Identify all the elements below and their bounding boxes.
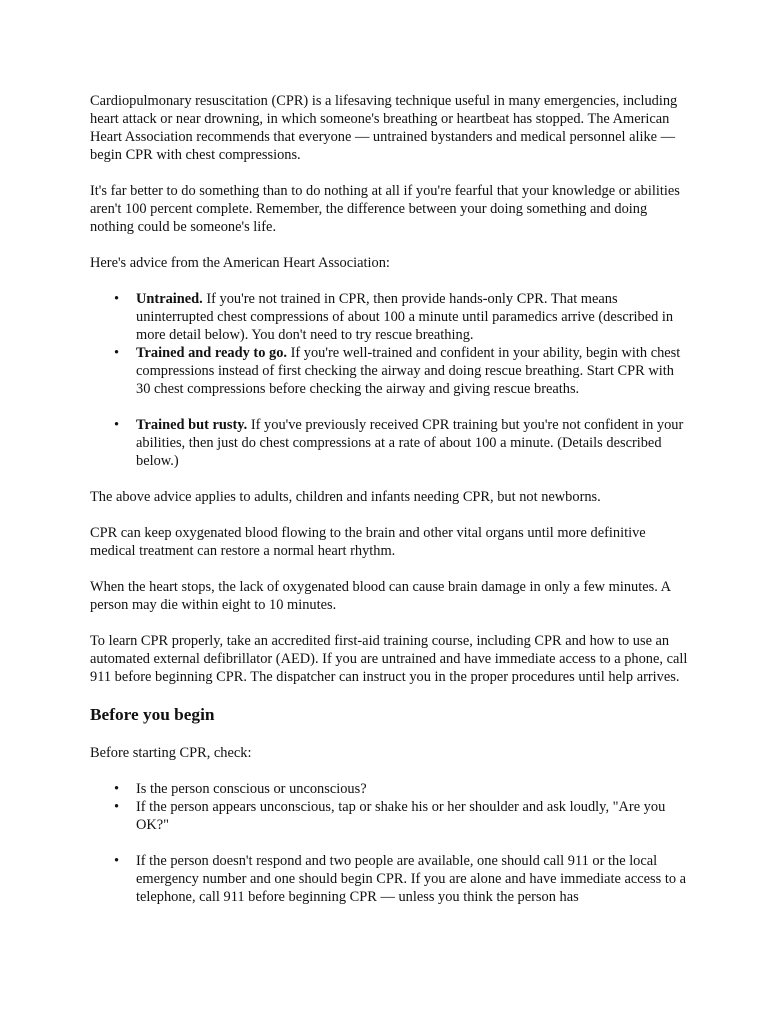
list-item-untrained <box>114 290 690 344</box>
intro-paragraph-1: Cardiopulmonary resuscitation (CPR) is a lifesaving technique useful in many emergencies, including heart attack or near drowning, in which someone's breathing or heartbeat has stopped. The American Heart Association recommends that everyone — untrained bystanders and medical personnel alike — begin CPR with chest compressions. <box>90 93 678 163</box>
list-item-term: Trained but rusty. <box>136 417 248 433</box>
bullet-icon: • <box>114 853 120 869</box>
bullet-icon: • <box>114 291 120 307</box>
document-page <box>90 92 690 924</box>
list-item <box>114 780 690 798</box>
bullet-icon: • <box>114 345 120 361</box>
list-item-text: If you're not trained in CPR, then provide hands-only CPR. That means uninterrupted chest compressions of about 100 a minute until paramedics arrive (described in more detail below). You don't need to try rescue breathing. <box>136 291 674 343</box>
list-item-text: If the person doesn't respond and two people are available, one should call 911 or the local emergency number and one should begin CPR. If you are alone and have immediate access to a telephone, call 911 before beginning CPR — unless you think the person has <box>136 853 686 905</box>
list-item-term: Trained and ready to go. <box>136 345 287 361</box>
list-item <box>114 798 690 834</box>
list-item-trained-rusty <box>114 416 690 470</box>
list-item-text: If you're well-trained and confident in your ability, begin with chest compressions instead of first checking the airway and doing rescue breathing. Start CPR with 30 chest compressions before checking the airway and giving rescue breaths. <box>136 345 681 397</box>
section-heading: Before you begin <box>90 705 215 724</box>
list-item-trained-ready <box>114 344 690 398</box>
bullet-icon: • <box>114 417 120 433</box>
body-paragraph-1: The above advice applies to adults, children and infants needing CPR, but not newborns. <box>90 489 601 505</box>
intro-paragraph-3: Here's advice from the American Heart Association: <box>90 255 390 271</box>
intro-paragraph-2: It's far better to do something than to do nothing at all if you're fearful that your knowledge or abilities aren't 100 percent complete. Remember, the difference between your doing something and doing nothing could be someone's life. <box>90 183 680 235</box>
body-paragraph-4: To learn CPR properly, take an accredited first-aid training course, including CPR and how to use an automated external defibrillator (AED). If you are untrained and have immediate access to a phone, call 911 before beginning CPR. The dispatcher can instruct you in the proper procedures until help arrives. <box>90 633 688 685</box>
section-intro: Before starting CPR, check: <box>90 745 252 761</box>
advice-list <box>90 290 690 470</box>
bullet-icon: • <box>114 799 120 815</box>
body-paragraph-2: CPR can keep oxygenated blood flowing to the brain and other vital organs until more definitive medical treatment can restore a normal heart rhythm. <box>90 525 646 559</box>
list-item-term: Untrained. <box>136 291 203 307</box>
list-item-text: Is the person conscious or unconscious? <box>136 781 367 797</box>
list-item-text: If you've previously received CPR training but you're not confident in your abilities, then just do chest compressions at a rate of about 100 a minute. (Details described below.) <box>136 417 684 469</box>
check-list <box>90 780 690 906</box>
list-item-text: If the person appears unconscious, tap or shake his or her shoulder and ask loudly, "Are you OK?" <box>136 799 666 833</box>
bullet-icon: • <box>114 781 120 797</box>
body-paragraph-3: When the heart stops, the lack of oxygenated blood can cause brain damage in only a few minutes. A person may die within eight to 10 minutes. <box>90 579 671 613</box>
list-item <box>114 852 690 906</box>
